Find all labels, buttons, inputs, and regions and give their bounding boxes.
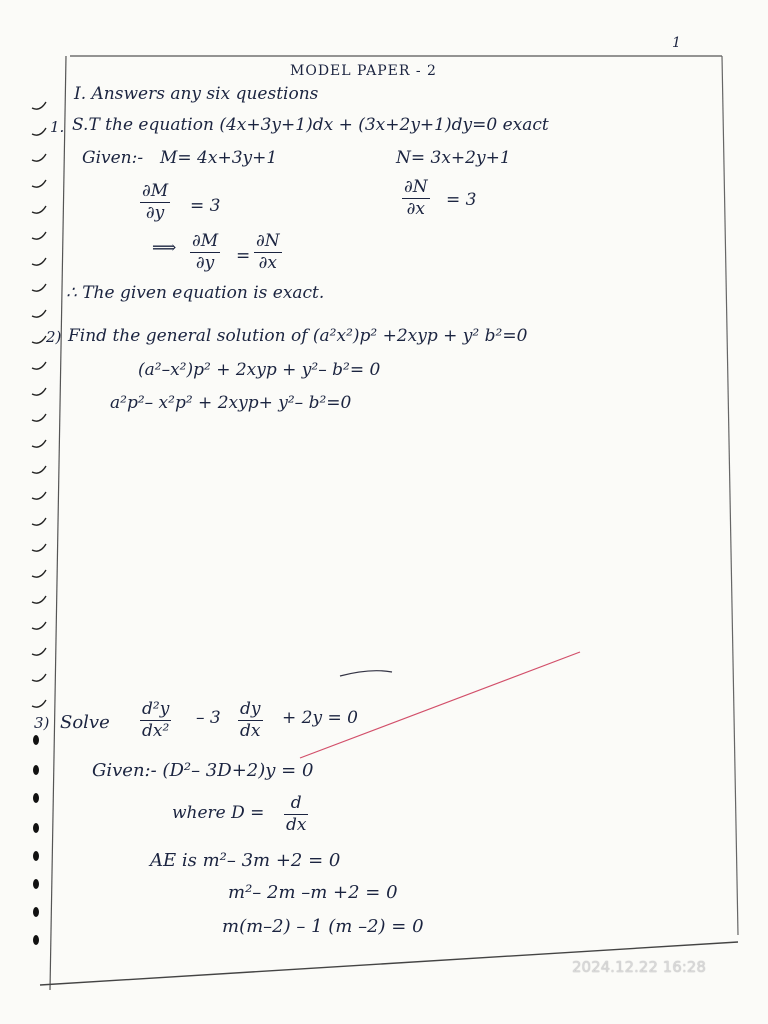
page-number: 1 xyxy=(672,35,681,51)
q1-dm-value: = 3 xyxy=(190,196,221,216)
q1-implied-dm-fraction xyxy=(190,232,220,272)
q3-d2y-numerator: d²y xyxy=(142,699,170,719)
q1-equals-sign: = xyxy=(236,246,251,266)
q3-d-denominator: dx xyxy=(286,814,307,835)
q1-dm-denominator: ∂y xyxy=(145,202,165,223)
q1-dn-value: = 3 xyxy=(446,190,477,210)
binding-holes xyxy=(33,735,39,945)
q1-n-definition: N= 3x+2y+1 xyxy=(396,148,511,168)
q2-statement: Find the general solution of (a²x²)p² +2xyp + y² b²=0 xyxy=(68,326,528,346)
q3-factor-step-1: m²– 2m –m +2 = 0 xyxy=(228,882,398,903)
q1-dn-denominator: ∂x xyxy=(406,198,426,219)
q3-dx-denominator: dx xyxy=(240,720,261,741)
q1-m-definition: M= 4x+3y+1 xyxy=(160,148,278,168)
page-title: MODEL PAPER - 2 xyxy=(290,63,437,79)
q1-implied-dn-fraction xyxy=(254,232,282,272)
q3-where-label: where D = xyxy=(172,803,265,823)
q3-d-operator-fraction xyxy=(284,794,308,834)
q3-dx2-denominator: dx² xyxy=(142,720,170,741)
q3-d-numerator: d xyxy=(290,793,302,813)
q1-given-label: Given:- xyxy=(82,148,144,168)
spiral-binding xyxy=(32,102,46,707)
q1-dm-dy-fraction xyxy=(140,182,170,222)
instruction-line: I. Answers any six questions xyxy=(74,84,319,104)
q1-dm-numerator: ∂M xyxy=(142,181,169,201)
photo-timestamp: 2024.12.22 16:28 xyxy=(572,958,706,976)
q3-given-line: Given:- (D²– 3D+2)y = 0 xyxy=(92,760,314,781)
q3-solve-label: Solve xyxy=(60,712,110,733)
q3-minus-three: – 3 xyxy=(196,708,221,728)
q1-dn-dx-fraction xyxy=(402,178,430,218)
q1-statement: S.T the equation (4x+3y+1)dx + (3x+2y+1)dy=0 exact xyxy=(72,115,549,135)
stray-pen-mark xyxy=(340,671,392,676)
q2-line-2: a²p²– x²p² + 2xyp+ y²– b²=0 xyxy=(110,393,352,413)
stray-red-line xyxy=(300,652,580,758)
q1-conclusion: ∴ The given equation is exact. xyxy=(66,283,325,303)
q2-line-1: (a²–x²)p² + 2xyp + y²– b²= 0 xyxy=(138,360,381,380)
q1-number: 1. xyxy=(50,118,65,136)
q3-dy-numerator: dy xyxy=(240,699,261,719)
q3-number: 3) xyxy=(34,714,50,732)
q1-implies-arrow: ⟹ xyxy=(152,238,177,258)
q2-number: 2) xyxy=(46,328,62,346)
q3-first-derivative-fraction xyxy=(238,700,263,740)
q3-auxiliary-equation: AE is m²– 3m +2 = 0 xyxy=(150,850,341,871)
q3-equation-rest: + 2y = 0 xyxy=(282,708,358,728)
q3-second-derivative-fraction xyxy=(140,700,171,740)
right-margin-line xyxy=(722,56,738,935)
q3-factor-step-2: m(m–2) – 1 (m –2) = 0 xyxy=(222,916,424,937)
q1-implied-dn-denominator: ∂x xyxy=(258,252,278,273)
left-margin-line xyxy=(50,56,66,990)
q1-implied-dm-denominator: ∂y xyxy=(195,252,215,273)
q1-implied-dn-numerator: ∂N xyxy=(256,231,280,251)
q1-dn-numerator: ∂N xyxy=(404,177,428,197)
q1-implied-dm-numerator: ∂M xyxy=(192,231,219,251)
